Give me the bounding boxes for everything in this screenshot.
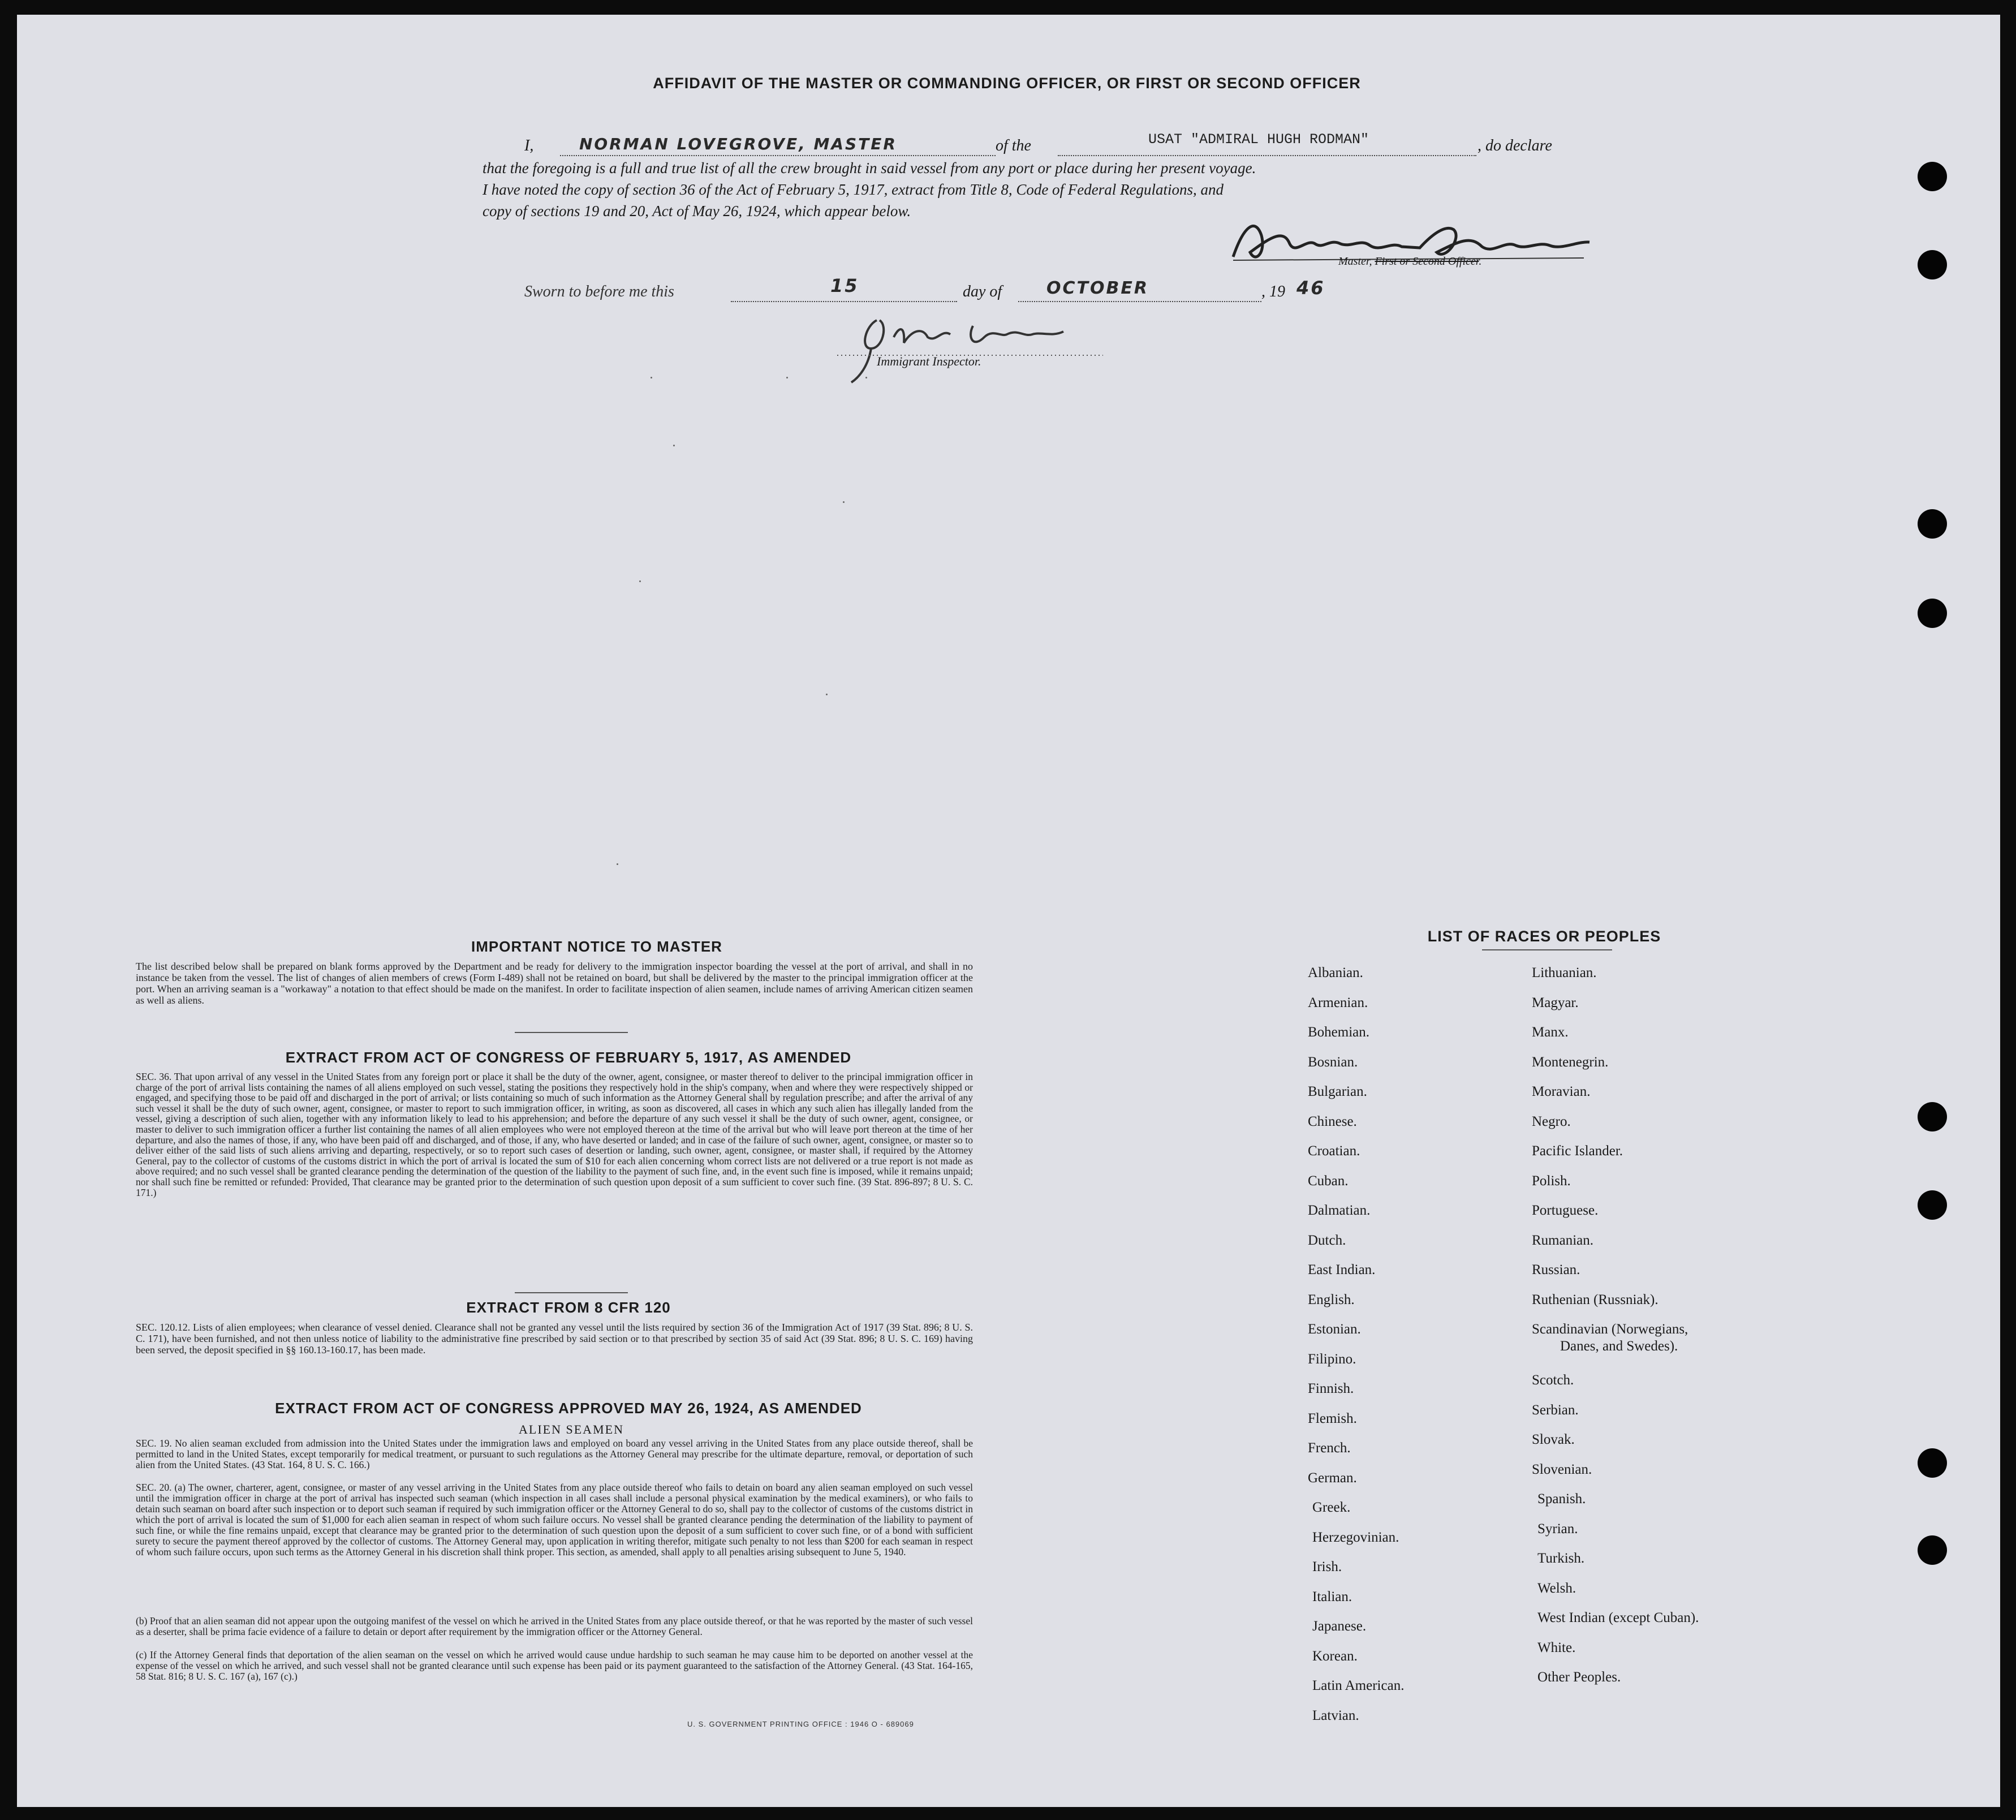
- race-item: Chinese.: [1308, 1113, 1357, 1129]
- race-item: Italian.: [1312, 1589, 1352, 1604]
- sworn-label: Sworn to before me this: [524, 283, 674, 300]
- race-item: Montenegrin.: [1532, 1054, 1609, 1070]
- race-item: Negro.: [1532, 1113, 1571, 1129]
- extract-1924-sec20b: (b) Proof that an alien seaman did not appear upon the outgoing manifest of the vessel on which he arrived in the United States from any place outside thereof, or that he was reported by the master of such vessel as a deserter, shall be prima facie evidence of a failure to detain or deport after requirement by the immigration officer or the Attorney General.: [136, 1615, 973, 1637]
- divider: [515, 1032, 628, 1033]
- notice-body: The list described below shall be prepared on blank forms approved by the Department and be ready for delivery to the immigration inspector boarding the vessel at the port of arrival, and shall in no instance be taken from the vessel. The list of changes of alien members of crews (Form I-489) shall not be retained on board, but shall be delivered by the master to the principal immigration officer at the port. When an arriving seaman is a "workaway" a notation to that effect should be made on the manifest. In order to facilitate inspection of alien seamen, include names of arriving American citizen seamen as well as aliens.: [136, 961, 973, 1006]
- race-item: Flemish.: [1308, 1410, 1357, 1426]
- race-item: English.: [1308, 1292, 1355, 1307]
- inspector-signature: [837, 303, 1109, 388]
- race-item: Korean.: [1312, 1648, 1358, 1664]
- master-caption: [1338, 255, 1481, 268]
- extract-1924-sec19: SEC. 19. No alien seaman excluded from admission into the United States under the immigration laws and employed on board any vessel arriving in the United States from any place outside thereof, shall be permitted to land in the United States, except temporarily for medical treatment, or pursuant to such regulations as the Attorney General may prescribe for the ultimate departure, removal, or deportation of such alien from the United States. (43 Stat. 164, 8 U. S. C. 166.): [136, 1438, 973, 1470]
- race-item: Polish.: [1532, 1173, 1571, 1189]
- race-item: Other Peoples.: [1537, 1670, 1621, 1685]
- master-name-line: [560, 155, 996, 156]
- affidavit-of-the: of the: [996, 137, 1031, 154]
- race-item: Irish.: [1312, 1559, 1342, 1574]
- race-item: Dutch.: [1308, 1232, 1346, 1248]
- race-item: Bulgarian.: [1308, 1084, 1367, 1099]
- extract-1917-body: SEC. 36. That upon arrival of any vessel in the United States from any foreign port or place it shall be the duty of the owner, agent, consignee, or master thereof to deliver to the principal immigration officer in charge of the port of arrival lists containing the names of all aliens employed on such vessel, stating the positions they respectively hold in the ship's company, when and where they were respectively shipped or engaged, and specifying those to be paid off and discharged in the port of arrival; or lists containing so much of such information as the Attorney General shall by regulation prescribe; and after the arrival of any such vessel it shall be the duty of such owner, agent, consignee, or master to report to such immigration officer, in writing, as soon as discovered, all cases in which any such alien has illegally landed from the vessel, giving a description of such alien, together with any information likely to lead to his apprehension; and before the departure of any such vessel it shall be the duty of such owner, agent, consignee, or master to deliver to such immigration officer a further list containing the names of all alien employees who were not employed thereon at the time of the arrival but who will leave port thereon at the time of her departure, and also the names of those, if any, who have been paid off and discharged, and of those, if any, who have deserted or landed; and in case of the failure of such owner, agent, consignee, or master so to deliver either of the said lists of such aliens arriving and departing, respectively, or so to report such cases of desertion or landing, such owner, agent, consignee, or master shall, if required by the Attorney General, pay to the collector of customs of the customs district in which the port of arrival is located the sum of $10 for each alien concerning whom correct lists are not delivered or a true report is not made as above required; and no such vessel shall be granted clearance pending the determination of the question of the liability to the payment of such fine, and, in the event such fine is imposed, while it remains unpaid; nor shall such fine be remitted or refunded: Provided, That clearance may be granted prior to the determination of such question upon deposit of a sum sufficient to cover such fine. (39 Stat. 896-897; 8 U. S. C. 171.): [136, 1071, 973, 1198]
- extract-cfr-title: EXTRACT FROM 8 CFR 120: [466, 1299, 671, 1316]
- affidavit-line-4: copy of sections 19 and 20, Act of May 26, 1924, which appear below.: [483, 203, 911, 220]
- register-dot: [843, 501, 845, 503]
- extract-1917-title: EXTRACT FROM ACT OF CONGRESS OF FEBRUARY 5, 1917, AS AMENDED: [285, 1049, 852, 1066]
- race-item: Rumanian.: [1532, 1232, 1594, 1248]
- punch-hole: [1918, 1190, 1947, 1220]
- race-item: Bohemian.: [1308, 1025, 1370, 1040]
- race-item: Dalmatian.: [1308, 1203, 1371, 1218]
- inspector-caption: Immigrant Inspector.: [877, 354, 981, 368]
- extract-1924-sec20a: SEC. 20. (a) The owner, charterer, agent, consignee, or master of any vessel arriving in the United States from any place outside thereof who fails to detain on board any alien seaman employed on such vessel until the immigration officer in charge at the port of arrival has inspected such seaman (which inspection in all cases shall include a personal physical examination by the medical examiners), or who fails to detain such seaman on board after such inspection or to deport such seaman if required by such immigration officer or the Attorney General to do so, shall pay to the collector of customs of the customs district in which the port of arrival is located the sum of $1,000 for each alien seaman in respect of whom such failure occurs. No vessel shall be granted clearance pending the determination of the liability to payment of such fine, or while the fine remains unpaid, except that clearance may be granted prior to the determination of such question upon the deposit of a sum sufficient to cover such fine, or of a bond with sufficient surety to secure the payment thereof approved by the collector of customs. The Attorney General may, upon application in writing therefor, mitigate such penalty to not less than $200 for each seaman in respect of whom such failure occurs, upon such terms as the Attorney General in his discretion shall think proper. This section, as amended, shall apply to all penalties arising subsequent to June 5, 1940.: [136, 1482, 973, 1557]
- race-item: Ruthenian (Russniak).: [1532, 1292, 1659, 1307]
- year-prefix: , 19: [1261, 283, 1285, 300]
- extract-cfr-body: SEC. 120.12. Lists of alien employees; when clearance of vessel denied. Clearance shall not be granted any vessel until the lists required by section 36 of the Immigration Act of 1917 (39 Stat. 896; 8 U. S. C. 171), have been furnished, and not then unless notice of liability to the administrative fine prescribed by said section or to that prescribed by section 35 of said Act (39 Stat. 896; 8 U. S. C. 169) having been served, the deposit specified in §§ 160.13-160.17, has been made.: [136, 1322, 973, 1356]
- races-title: LIST OF RACES OR PEOPLES: [1427, 928, 1661, 945]
- affidavit-line-2: that the foregoing is a full and true list of all the crew brought in said vessel from any port or place during her present voyage.: [483, 160, 1256, 177]
- race-item: East Indian.: [1308, 1262, 1376, 1277]
- punch-hole: [1918, 162, 1947, 191]
- punch-hole: [1918, 1102, 1947, 1131]
- race-item: Estonian.: [1308, 1322, 1361, 1337]
- race-item: Magyar.: [1532, 995, 1579, 1010]
- race-item: Croatian.: [1308, 1143, 1360, 1159]
- register-dot: [617, 863, 618, 865]
- register-dot: [651, 377, 652, 378]
- race-item: Turkish.: [1537, 1551, 1585, 1566]
- race-item: French.: [1308, 1440, 1351, 1456]
- register-dot: [826, 694, 828, 695]
- day-of-label: day of: [963, 283, 1002, 300]
- extract-1924-title: EXTRACT FROM ACT OF CONGRESS APPROVED MAY 26, 1924, AS AMENDED: [275, 1400, 862, 1417]
- race-item: Moravian.: [1532, 1084, 1591, 1099]
- register-dot: [865, 377, 867, 378]
- sworn-month: OCTOBER: [1046, 278, 1149, 298]
- race-item: Manx.: [1532, 1025, 1569, 1040]
- sworn-month-line: [1018, 301, 1261, 302]
- race-item: Serbian.: [1532, 1402, 1579, 1418]
- race-item: Danes, and Swedes).: [1560, 1339, 1678, 1354]
- alien-seamen-subtitle: ALIEN SEAMEN: [519, 1422, 624, 1436]
- race-item: Armenian.: [1308, 995, 1368, 1010]
- race-item: Filipino.: [1308, 1351, 1356, 1367]
- race-item: Syrian.: [1537, 1521, 1578, 1537]
- notice-title: IMPORTANT NOTICE TO MASTER: [471, 938, 722, 955]
- race-item: Latvian.: [1312, 1707, 1359, 1723]
- vessel-name-line: [1058, 155, 1476, 156]
- race-item: Lithuanian.: [1532, 965, 1597, 980]
- vessel-name: USAT "ADMIRAL HUGH RODMAN": [1148, 131, 1369, 148]
- race-item: German.: [1308, 1470, 1357, 1486]
- race-item: Herzegovinian.: [1312, 1529, 1399, 1545]
- race-item: Greek.: [1312, 1500, 1351, 1515]
- affidavit-line-3: I have noted the copy of section 36 of the Act of February 5, 1917, extract from Title 8, Code of Federal Regulations, and: [483, 181, 1224, 198]
- race-item: Pacific Islander.: [1532, 1143, 1623, 1159]
- punch-hole: [1918, 1535, 1947, 1565]
- race-item: Slovenian.: [1532, 1461, 1592, 1477]
- register-dot: [786, 377, 788, 378]
- race-item: Portuguese.: [1532, 1203, 1599, 1218]
- race-item: West Indian (except Cuban).: [1537, 1610, 1699, 1625]
- race-item: Slovak.: [1532, 1432, 1575, 1447]
- race-item: Japanese.: [1312, 1619, 1367, 1634]
- divider: [515, 1292, 628, 1293]
- race-item: Spanish.: [1537, 1491, 1586, 1507]
- punch-hole: [1918, 599, 1947, 628]
- race-item: Scandinavian (Norwegians,: [1532, 1322, 1688, 1337]
- affidavit-do-declare: , do declare: [1477, 137, 1552, 154]
- punch-hole: [1918, 1448, 1947, 1478]
- register-dot: [639, 580, 641, 582]
- master-caption-struck: First or Second Officer: [1375, 255, 1479, 268]
- document-page: [17, 15, 2000, 1807]
- sworn-day: 15: [830, 275, 859, 296]
- race-item: Russian.: [1532, 1262, 1580, 1277]
- extract-1924-sec20c: (c) If the Attorney General finds that deportation of the alien seaman on the vessel on which he arrived would cause undue hardship to such seaman he may cause him to be deported on another vessel at the expense of the vessel on which he arrived, and such vessel shall not be granted clearance until such expense has been paid or its payment guaranteed to the satisfaction of the Attorney General. (43 Stat. 164-165, 58 Stat. 816; 8 U. S. C. 167 (a), 167 (c).): [136, 1649, 973, 1682]
- race-item: Scotch.: [1532, 1372, 1574, 1388]
- races-title-rule: [1482, 949, 1612, 950]
- race-item: Bosnian.: [1308, 1054, 1358, 1070]
- affidavit-i-label: I,: [524, 137, 534, 154]
- printer-imprint: U. S. GOVERNMENT PRINTING OFFICE : 1946 O - 689069: [687, 1720, 914, 1728]
- race-item: Cuban.: [1308, 1173, 1349, 1189]
- sworn-year-suffix: 46: [1296, 277, 1325, 299]
- race-item: Welsh.: [1537, 1580, 1576, 1596]
- race-item: Albanian.: [1308, 965, 1363, 980]
- affidavit-title: AFFIDAVIT OF THE MASTER OR COMMANDING OFFICER, OR FIRST OR SECOND OFFICER: [653, 75, 1361, 92]
- punch-hole: [1918, 509, 1947, 539]
- race-item: White.: [1537, 1640, 1576, 1655]
- sworn-day-line: [731, 301, 957, 302]
- race-item: Latin American.: [1312, 1678, 1405, 1693]
- race-item: Finnish.: [1308, 1381, 1354, 1396]
- master-name-handwritten: NORMAN LOVEGROVE, MASTER: [579, 135, 897, 153]
- master-caption-period: .: [1479, 255, 1482, 268]
- master-caption-master: Master,: [1338, 255, 1375, 268]
- punch-hole: [1918, 250, 1947, 279]
- register-dot: [673, 445, 675, 446]
